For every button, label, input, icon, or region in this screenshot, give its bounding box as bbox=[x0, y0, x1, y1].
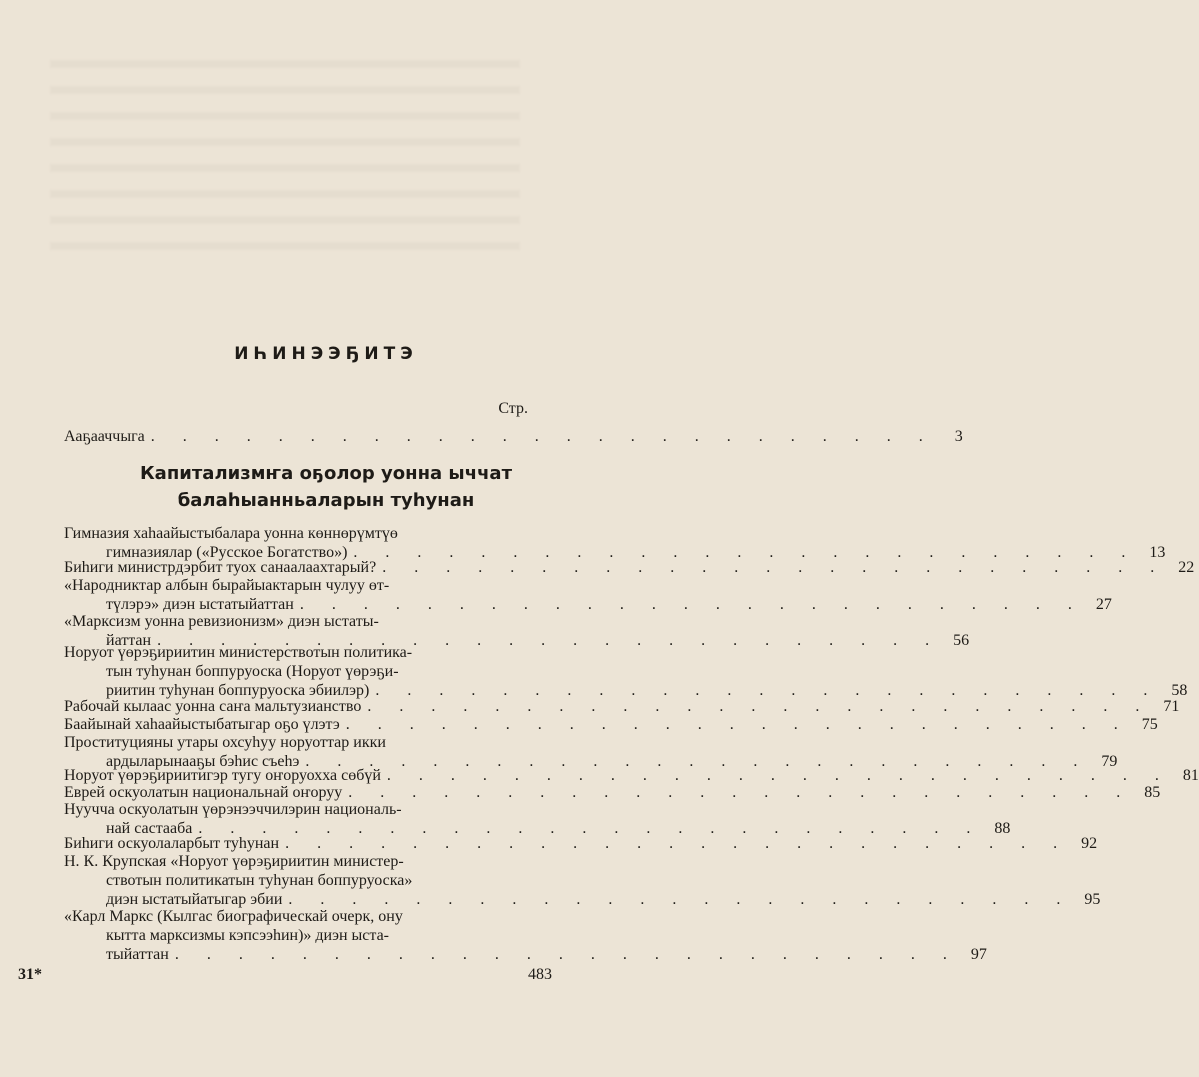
toc-page-number: 3 bbox=[954, 428, 963, 445]
toc-dot-leader: . . . . . . . . . . . . . . . . . . . . . . . . . bbox=[348, 784, 1133, 801]
page-column-label: Стр. bbox=[498, 400, 528, 417]
toc-page-number: 22 bbox=[1178, 559, 1195, 576]
toc-entry-line bbox=[64, 643, 512, 662]
toc-dot-leader: . . . . . . . . . . . . . . . . . . . . . . . . . bbox=[198, 820, 983, 837]
toc-entry-line bbox=[64, 852, 512, 871]
toc-page-number: 79 bbox=[1101, 753, 1118, 770]
toc-entry-title: Н. К. Крупская «Норуот үөрэҕириитин министер- bbox=[64, 853, 404, 870]
toc-dot-leader: . . . . . . . . . . . . . . . . . . . . . . . . . bbox=[174, 946, 959, 963]
toc-entry-title: Баайынай хаһаайыстыбатыгар оҕо үлэтэ bbox=[64, 716, 340, 733]
toc-entry-line bbox=[64, 662, 512, 681]
toc-entry bbox=[64, 800, 1011, 838]
toc-entry-title: Биһиги министрдэрбит туох санаалаахтарый? bbox=[64, 559, 377, 576]
toc-entry-title: Норуот үөрэҕириитигэр тугу оҥоруохха сөбүй bbox=[64, 767, 381, 784]
toc-dot-leader: . . . . . . . . . . . . . . . . . . . . . . . . . bbox=[367, 698, 1152, 715]
toc-entry-title: диэн ыстатыйатыгар эбии bbox=[106, 891, 283, 908]
toc-page-number: 27 bbox=[1095, 596, 1112, 613]
toc-entry-line bbox=[64, 612, 512, 631]
toc-entry bbox=[64, 643, 1188, 700]
toc-entry bbox=[64, 524, 1166, 562]
toc-page-number: 88 bbox=[994, 820, 1011, 837]
toc-dot-leader: . . . . . . . . . . . . . . . . . . . . . . . . . bbox=[375, 682, 1160, 699]
toc-dot-leader: . . . . . . . . . . . . . . . . . . . . . . . . . bbox=[382, 559, 1167, 576]
toc-entry-line bbox=[64, 697, 1180, 716]
toc-page-number: 13 bbox=[1149, 544, 1166, 561]
toc-entry bbox=[64, 852, 1101, 909]
toc-dot-leader: . . . . . . . . . . . . . . . . . . . . . . . . . bbox=[285, 835, 1070, 852]
toc-entry-line bbox=[64, 524, 512, 543]
toc-entry-line bbox=[64, 733, 512, 752]
toc-dot-leader: . . . . . . . . . . . . . . . . . . . . . . . . . bbox=[288, 891, 1073, 908]
toc-page-number: 71 bbox=[1163, 698, 1180, 715]
toc-page-number: 92 bbox=[1081, 835, 1098, 852]
toc-page-number: 95 bbox=[1084, 891, 1101, 908]
toc-page-number: 75 bbox=[1141, 716, 1158, 733]
toc-dot-leader: . . . . . . . . . . . . . . . . . . . . . . . . . bbox=[386, 767, 1171, 784]
toc-entry-title: «Карл Маркс (Кылгас биографическай очерк, ону bbox=[64, 908, 403, 925]
toc-dot-leader: . . . . . . . . . . . . . . . . . . . . . . . . . bbox=[150, 428, 935, 445]
toc-entry-title: Проституцияны утары охсуһуу норуоттар икки bbox=[64, 734, 386, 751]
toc-dot-leader: . . . . . . . . . . . . . . . . . . . . . . . . . bbox=[305, 753, 1090, 770]
toc-entry-title: гимназиялар («Русское Богатство») bbox=[106, 544, 348, 561]
show-through-texture bbox=[50, 60, 520, 260]
toc-page-number: 85 bbox=[1144, 784, 1161, 801]
toc-dot-leader: . . . . . . . . . . . . . . . . . . . . . . . . . bbox=[345, 716, 1130, 733]
toc-entry-line bbox=[64, 871, 512, 890]
toc-dot-leader: . . . . . . . . . . . . . . . . . . . . . . . . . bbox=[299, 596, 1084, 613]
toc-entry bbox=[64, 834, 1098, 853]
toc-entry-line bbox=[64, 800, 512, 819]
signature-mark: 31* bbox=[18, 966, 42, 983]
toc-entry bbox=[64, 576, 1112, 614]
toc-entry-line bbox=[64, 558, 1195, 577]
section-title-line-2: балаһыанньаларын туһунан bbox=[177, 490, 475, 511]
toc-entry-title: «Народниктар албын бырайыактарын чулуу өт- bbox=[64, 577, 390, 594]
toc-entry-title: кытта марксизмы кэпсээһин)» диэн ыста- bbox=[106, 927, 390, 944]
toc-entry-line bbox=[64, 907, 512, 926]
toc-entry-line bbox=[64, 945, 987, 964]
page-heading: ИҺИНЭЭҔИТЭ bbox=[234, 344, 418, 364]
toc-entry-title: най састааба bbox=[106, 820, 193, 837]
toc-entry bbox=[64, 697, 1180, 716]
toc-entry-title: йаттан bbox=[106, 632, 152, 649]
toc-entry-line bbox=[64, 576, 512, 595]
toc-entry bbox=[64, 907, 987, 964]
toc-entry bbox=[64, 715, 1158, 734]
page-number: 483 bbox=[528, 966, 552, 983]
toc-entry-title: Еврей оскуолатын национальнай оҥоруу bbox=[64, 784, 343, 801]
toc-entry-line bbox=[64, 427, 963, 446]
toc-entry-line bbox=[64, 834, 1098, 853]
toc-entry-title: ствотын политикатын туһунан боппуруоска» bbox=[106, 872, 413, 889]
toc-entry-line bbox=[64, 926, 512, 945]
toc-entry-title: Ааҕааччыга bbox=[64, 428, 145, 445]
toc-entry-title: ардыларынааҕы бэһис съеһэ bbox=[106, 753, 300, 770]
toc-dot-leader: . . . . . . . . . . . . . . . . . . . . . . . . . bbox=[353, 544, 1138, 561]
toc-entry bbox=[64, 558, 1195, 577]
section-title bbox=[0, 460, 652, 514]
toc-page-number: 97 bbox=[970, 946, 987, 963]
toc-entry-title: Нуучча оскуолатын үөрэнээччилэрин националь- bbox=[64, 801, 402, 818]
toc-entry-title: тыйаттан bbox=[106, 946, 169, 963]
toc-page-number: 81 bbox=[1182, 767, 1199, 784]
section-title-line-1: Капитализмҥа оҕолор уонна ыччат bbox=[139, 463, 513, 484]
toc-entry-title: Норуот үөрэҕириитин министерствотын политика- bbox=[64, 644, 413, 661]
toc-entry-title: тын туһунан боппуруоска (Норуот үөрэҕи- bbox=[106, 663, 399, 680]
toc-entry-title: Гимназия хаһаайыстыбалара уонна көннөрүмтүө bbox=[64, 525, 398, 542]
toc-page-number: 58 bbox=[1171, 682, 1188, 699]
toc-dot-leader: . . . . . . . . . . . . . . . . . . . . . . . . . bbox=[157, 632, 942, 649]
toc-entry-foreword bbox=[64, 427, 963, 446]
toc-page-number: 56 bbox=[953, 632, 970, 649]
toc-entry-title: түлэрэ» диэн ыстатыйаттан bbox=[106, 596, 294, 613]
toc-entry-title: Биһиги оскуолаларбыт туһунан bbox=[64, 835, 280, 852]
toc-entry-title: «Марксизм уонна ревизионизм» диэн ыстаты- bbox=[64, 613, 379, 630]
toc-entry-title: риитин туһунан боппуруоска эбиилэр) bbox=[106, 682, 370, 699]
toc-entry-title: Рабочай кылаас уонна саҥа мальтузианство bbox=[64, 698, 362, 715]
toc-entry-line bbox=[64, 715, 1158, 734]
